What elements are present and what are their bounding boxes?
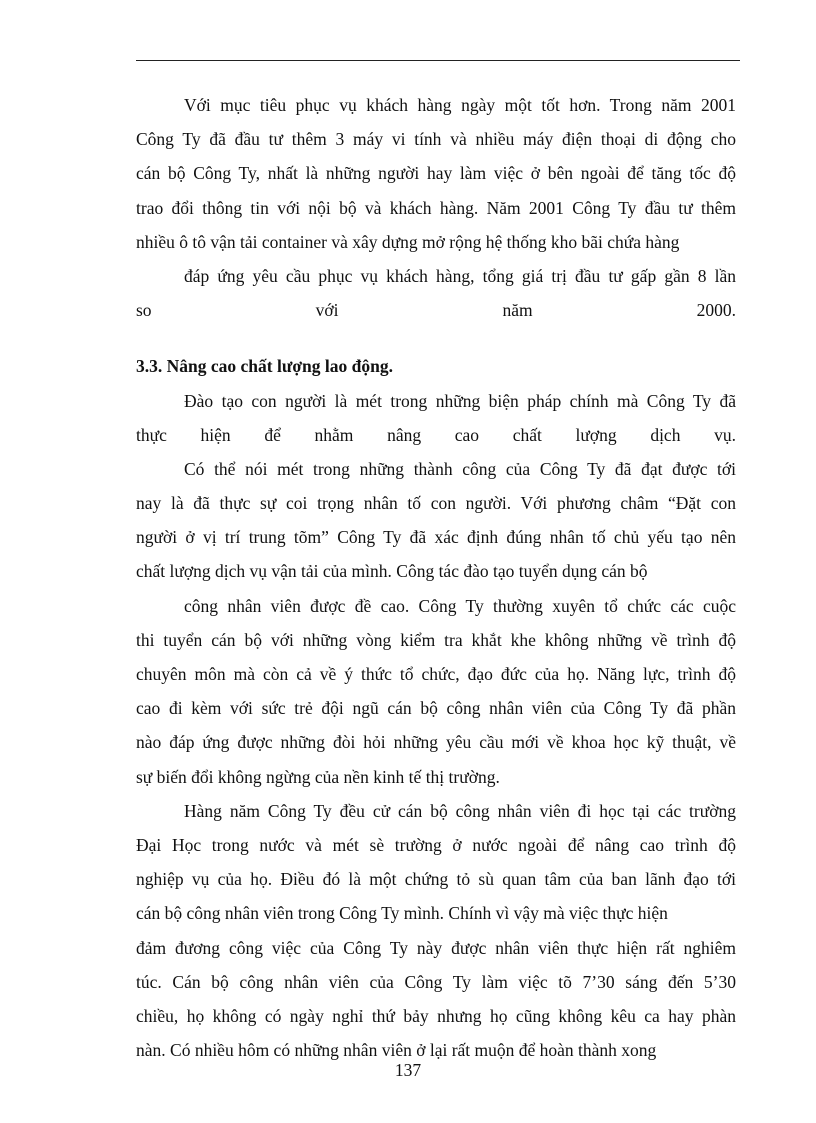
- page-body: [136, 88, 736, 1067]
- text-line: nàn. Có nhiều hôm có những nhân viên ở lại rất muộn để hoàn thành xong: [136, 1040, 657, 1061]
- text-line: chiều, họ không có ngày nghỉ thứ bảy nhưng họ cũng không kêu ca hay phàn: [136, 1005, 736, 1026]
- text-line: so với năm 2000.: [136, 300, 736, 321]
- text-line: công nhân viên được đề cao. Công Ty thường xuyên tổ chức các cuộc: [184, 595, 736, 616]
- paragraph: [136, 794, 736, 1068]
- paragraph: [136, 452, 736, 589]
- text-line: chất lượng dịch vụ vận tải của mình. Công tác đào tạo tuyển dụng cán bộ: [136, 561, 648, 582]
- text-line: Công Ty đã đầu tư thêm 3 máy vi tính và nhiều máy điện thoại di động cho: [136, 129, 736, 150]
- text-line: nào đáp ứng được những đòi hỏi những yêu cầu mới về khoa học kỹ thuật, về: [136, 732, 736, 753]
- paragraph: [136, 589, 736, 794]
- text-line: Đào tạo con người là mét trong những biện pháp chính mà Công Ty đã: [184, 390, 736, 411]
- paragraph: [136, 384, 736, 452]
- text-line: túc. Cán bộ công nhân viên của Công Ty làm việc tõ 7’30 sáng đến 5’30: [136, 971, 736, 992]
- text-line: thi tuyển cán bộ với những vòng kiểm tra khắt khe không những về trình độ: [136, 629, 736, 650]
- text-line: nhiều ô tô vận tải container và xây dựng mở rộng hệ thống kho bãi chứa hàng: [136, 231, 680, 252]
- paragraph: [136, 259, 736, 327]
- text-line: Hàng năm Công Ty đều cử cán bộ công nhân viên đi học tại các trường: [184, 800, 736, 821]
- page-number: 137: [394, 1060, 422, 1080]
- text-line: cán bộ Công Ty, nhất là những người hay làm việc ở bên ngoài để tăng tốc độ: [136, 163, 736, 184]
- text-line: Đại Học trong nước và mét sè trường ở nước ngoài để nâng cao trình độ: [136, 834, 736, 855]
- section-heading: 3.3. Nâng cao chất lượng lao động.: [136, 356, 393, 377]
- text-line: cán bộ công nhân viên trong Công Ty mình. Chính vì vậy mà việc thực hiện: [136, 903, 668, 924]
- text-line: chuyên môn mà còn cả về ý thức tổ chức, đạo đức của họ. Năng lực, trình độ: [136, 664, 736, 684]
- text-line: người ở vị trí trung tõm” Công Ty đã xác định đúng nhân tố chủ yếu tạo nên: [136, 527, 736, 548]
- text-line: đảm đương công việc của Công Ty này được nhân viên thực hiện rất nghiêm: [136, 937, 736, 958]
- header-rule: [136, 60, 740, 61]
- text-line: Với mục tiêu phục vụ khách hàng ngày một tốt hơn. Trong năm 2001: [184, 95, 736, 115]
- text-line: trao đổi thông tin với nội bộ và khách hàng. Năm 2001 Công Ty đầu tư thêm: [136, 197, 736, 218]
- text-line: cao đi kèm với sức trẻ đội ngũ cán bộ công nhân viên của Công Ty đã phần: [136, 698, 736, 719]
- text-line: nay là đã thực sự coi trọng nhân tố con người. Với phương châm “Đặt con: [136, 493, 736, 514]
- section-gap: [136, 327, 736, 349]
- paragraph: [136, 88, 736, 259]
- text-line: sự biến đổi không ngừng của nền kinh tế thị trường.: [136, 766, 500, 787]
- text-line: thực hiện để nhằm nâng cao chất lượng dịch vụ.: [136, 424, 736, 445]
- text-line: Có thể nói mét trong những thành công của Công Ty đã đạt được tới: [184, 458, 736, 479]
- text-line: đáp ứng yêu cầu phục vụ khách hàng, tổng giá trị đầu tư gấp gần 8 lần: [184, 265, 736, 286]
- text-line: nghiệp vụ của họ. Điều đó là một chứng tỏ sù quan tâm của ban lãnh đạo tới: [136, 869, 736, 890]
